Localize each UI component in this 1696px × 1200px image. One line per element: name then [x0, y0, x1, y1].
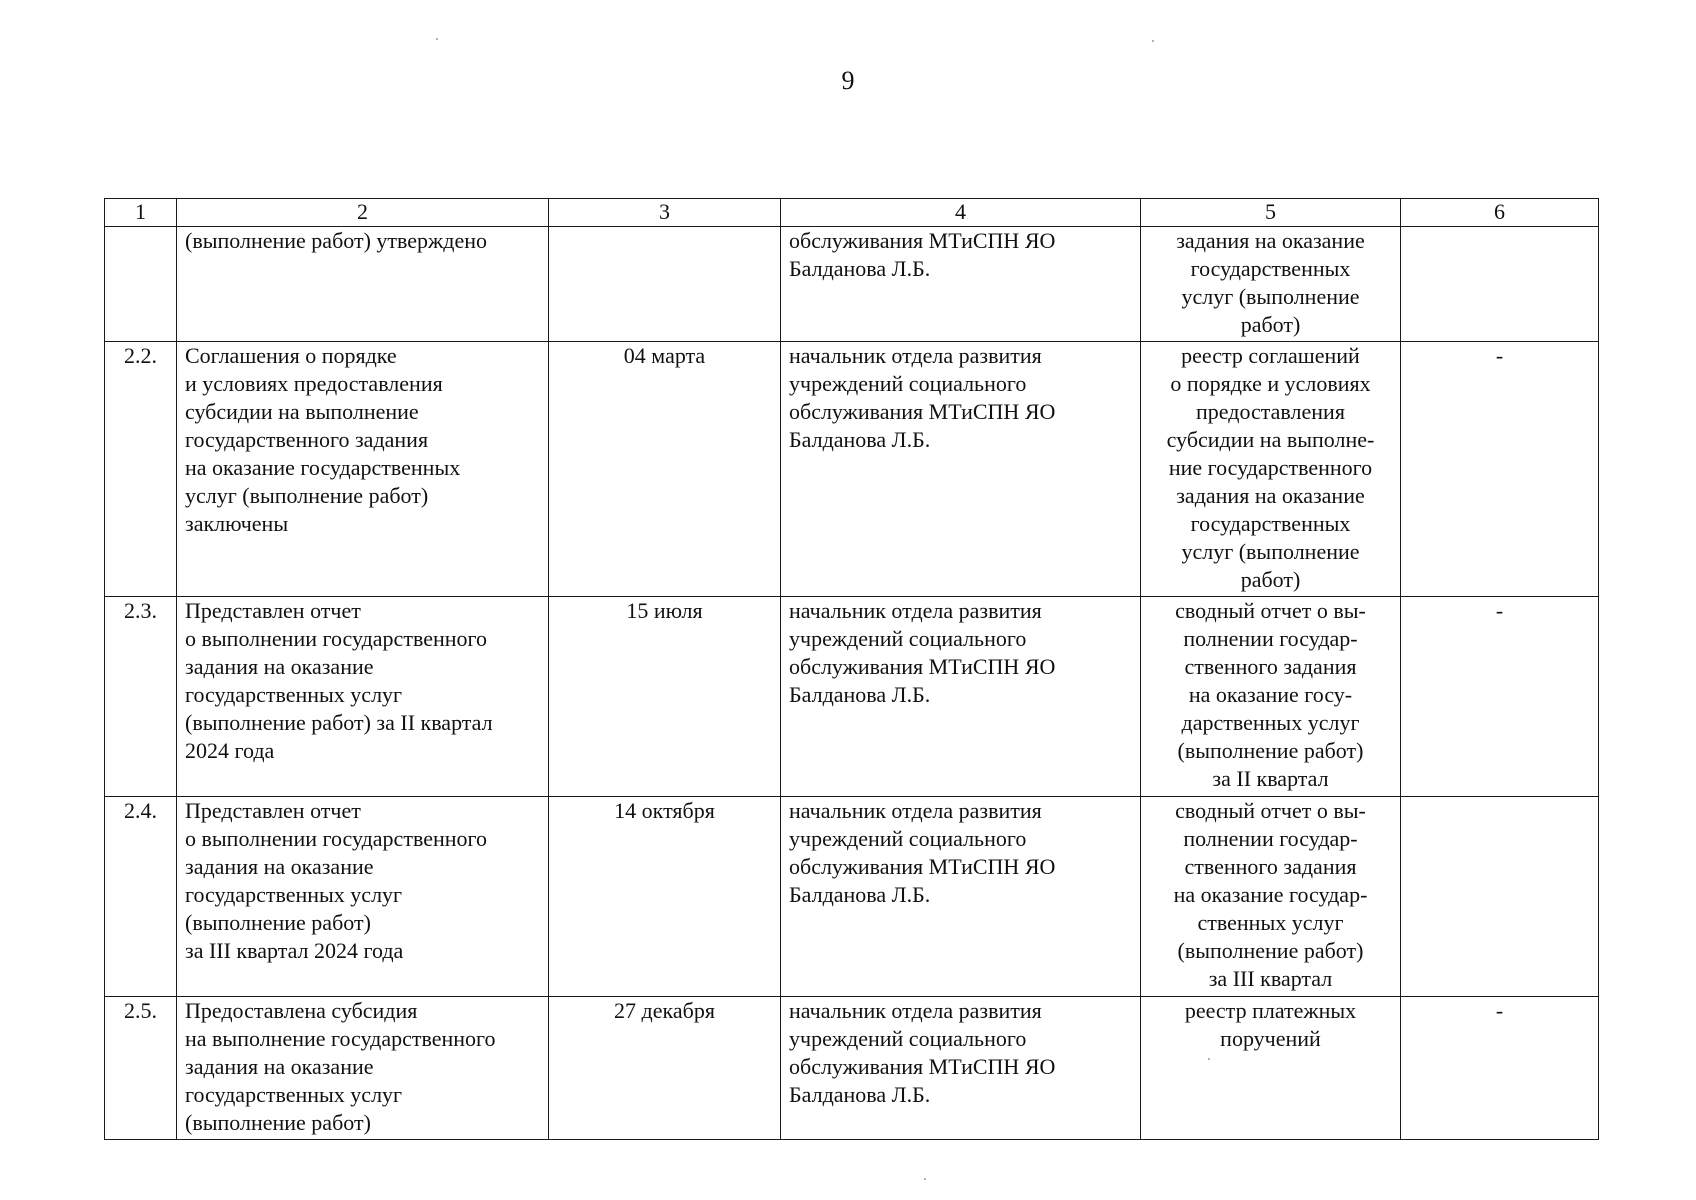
event-cell-line: услуг (выполнение работ) — [185, 483, 429, 508]
event-cell — [177, 997, 549, 1140]
responsible-cell — [781, 227, 1141, 342]
event-cell-line: Представлен отчет — [185, 598, 361, 623]
responsible-cell-line: Балданова Л.Б. — [789, 682, 931, 707]
responsible-cell-line: Балданова Л.Б. — [789, 882, 931, 907]
event-cell-line: Предоставлена субсидия — [185, 998, 418, 1023]
page-number: 9 — [841, 66, 855, 95]
result-cell-line: ственного задания — [1184, 854, 1357, 879]
result-cell-line: услуг (выполнение — [1181, 539, 1360, 564]
result-cell-line: работ) — [1240, 312, 1301, 337]
responsible-cell-line: начальник отдела развития — [789, 998, 1042, 1023]
scan-speck — [1208, 1058, 1210, 1060]
result-cell-line: ние государственного — [1168, 455, 1373, 480]
table-row — [105, 597, 1599, 797]
date-cell: 04 марта — [549, 342, 781, 597]
responsible-cell-line: обслуживания МТиСПН ЯО — [789, 228, 1056, 253]
table-row — [105, 797, 1599, 997]
row-number: 2.3. — [105, 597, 177, 797]
row-number — [105, 227, 177, 342]
event-cell-line: Представлен отчет — [185, 798, 361, 823]
responsible-cell — [781, 797, 1141, 997]
result-cell — [1141, 342, 1401, 597]
responsible-cell-line: Балданова Л.Б. — [789, 256, 931, 281]
event-cell-line: задания на оказание — [185, 1054, 374, 1079]
responsible-cell — [781, 597, 1141, 797]
event-cell-line: 2024 года — [185, 738, 275, 763]
header-row — [105, 199, 1599, 227]
event-cell-line: заключены — [185, 511, 289, 536]
result-cell-line: дарственных услуг — [1181, 710, 1360, 735]
result-cell-line: на оказание госу- — [1188, 682, 1353, 707]
header-cell-5: 5 — [1141, 199, 1401, 227]
result-cell-line: сводный отчет о вы- — [1175, 798, 1366, 823]
result-cell — [1141, 227, 1401, 342]
responsible-cell — [781, 997, 1141, 1140]
result-cell-line: о порядке и условиях — [1170, 371, 1371, 396]
responsible-cell-line: начальник отдела развития — [789, 798, 1042, 823]
result-cell-line: (выполнение работ) — [1177, 938, 1364, 963]
header-cell-6: 6 — [1401, 199, 1599, 227]
header-cell-3: 3 — [549, 199, 781, 227]
event-cell-line: задания на оказание — [185, 654, 374, 679]
responsible-cell-line: обслуживания МТиСПН ЯО — [789, 1054, 1056, 1079]
event-cell-line: Соглашения о порядке — [185, 343, 397, 368]
event-cell-line: за III квартал 2024 года — [185, 938, 404, 963]
event-cell — [177, 342, 549, 597]
result-cell-line: за II квартал — [1212, 766, 1329, 791]
event-cell-line: задания на оказание — [185, 854, 374, 879]
result-cell-line: услуг (выполнение — [1181, 284, 1360, 309]
responsible-cell-line: обслуживания МТиСПН ЯО — [789, 399, 1056, 424]
result-cell-line: государственных — [1190, 511, 1351, 536]
header-cell-2: 2 — [177, 199, 549, 227]
plan-table — [104, 198, 1599, 1140]
result-cell-line: (выполнение работ) — [1177, 738, 1364, 763]
row-number: 2.5. — [105, 997, 177, 1140]
date-cell: 27 декабря — [549, 997, 781, 1140]
event-cell-line: (выполнение работ) утверждено — [185, 228, 487, 253]
responsible-cell-line: учреждений социального — [789, 826, 1027, 851]
date-cell — [549, 227, 781, 342]
event-cell-line: и условиях предоставления — [185, 371, 443, 396]
result-cell — [1141, 997, 1401, 1140]
result-cell-line: работ) — [1240, 567, 1301, 592]
event-cell-line: о выполнении государственного — [185, 826, 487, 851]
result-cell — [1141, 797, 1401, 997]
event-cell — [177, 597, 549, 797]
date-cell: 14 октября — [549, 797, 781, 997]
result-cell-line: предоставления — [1196, 399, 1345, 424]
event-cell — [177, 227, 549, 342]
note-cell: - — [1401, 597, 1599, 797]
header-cell-4: 4 — [781, 199, 1141, 227]
event-cell-line: государственного задания — [185, 427, 429, 452]
result-cell-line: государственных — [1190, 256, 1351, 281]
note-cell — [1401, 797, 1599, 997]
event-cell-line: на оказание государственных — [185, 455, 461, 480]
table-row — [105, 997, 1599, 1140]
note-cell: - — [1401, 342, 1599, 597]
responsible-cell-line: учреждений социального — [789, 1026, 1027, 1051]
event-cell-line: на выполнение государственного — [185, 1026, 496, 1051]
date-cell: 15 июля — [549, 597, 781, 797]
row-number: 2.2. — [105, 342, 177, 597]
note-cell — [1401, 227, 1599, 342]
result-cell-line: полнении государ- — [1183, 626, 1358, 651]
result-cell-line: за III квартал — [1208, 966, 1333, 991]
event-cell-line: (выполнение работ) за II квартал — [185, 710, 493, 735]
event-cell — [177, 797, 549, 997]
note-cell: - — [1401, 997, 1599, 1140]
result-cell-line: ственного задания — [1184, 654, 1357, 679]
result-cell-line: ственных услуг — [1197, 910, 1344, 935]
result-cell-line: полнении государ- — [1183, 826, 1358, 851]
header-cell-1: 1 — [105, 199, 177, 227]
event-cell-line: государственных услуг — [185, 882, 403, 907]
scan-speck — [436, 38, 438, 40]
responsible-cell-line: начальник отдела развития — [789, 598, 1042, 623]
event-cell-line: о выполнении государственного — [185, 626, 487, 651]
table-row — [105, 227, 1599, 342]
responsible-cell-line: Балданова Л.Б. — [789, 427, 931, 452]
event-cell-line: государственных услуг — [185, 1082, 403, 1107]
result-cell-line: задания на оказание — [1176, 483, 1365, 508]
scan-speck — [924, 1178, 926, 1180]
responsible-cell-line: обслуживания МТиСПН ЯО — [789, 654, 1056, 679]
responsible-cell-line: учреждений социального — [789, 371, 1027, 396]
responsible-cell-line: Балданова Л.Б. — [789, 1082, 931, 1107]
result-cell-line: субсидии на выполне- — [1166, 427, 1375, 452]
result-cell-line: поручений — [1220, 1026, 1321, 1051]
result-cell-line: реестр платежных — [1184, 998, 1357, 1023]
result-cell-line: сводный отчет о вы- — [1175, 598, 1366, 623]
result-cell-line: задания на оказание — [1176, 228, 1365, 253]
responsible-cell — [781, 342, 1141, 597]
result-cell-line: на оказание государ- — [1173, 882, 1368, 907]
table-row — [105, 342, 1599, 597]
result-cell-line: реестр соглашений — [1181, 343, 1360, 368]
responsible-cell-line: начальник отдела развития — [789, 343, 1042, 368]
event-cell-line: (выполнение работ) — [185, 910, 371, 935]
responsible-cell-line: учреждений социального — [789, 626, 1027, 651]
row-number: 2.4. — [105, 797, 177, 997]
scan-speck — [1152, 40, 1154, 42]
event-cell-line: (выполнение работ) — [185, 1110, 371, 1135]
responsible-cell-line: обслуживания МТиСПН ЯО — [789, 854, 1056, 879]
result-cell — [1141, 597, 1401, 797]
event-cell-line: субсидии на выполнение — [185, 399, 419, 424]
event-cell-line: государственных услуг — [185, 682, 403, 707]
